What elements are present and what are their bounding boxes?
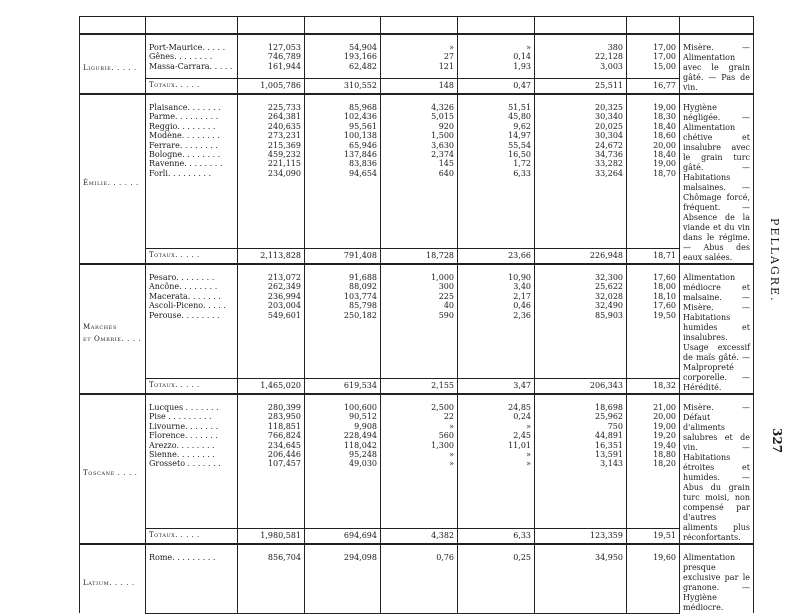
cell-line: 11,01	[508, 440, 531, 450]
total-row	[80, 249, 754, 265]
cell-line: 1,72	[513, 159, 531, 169]
cell-line: 118,851	[267, 421, 301, 431]
cell-line: Ferrare. . . . . . . .	[149, 140, 218, 150]
cell-line: 6,33	[513, 168, 531, 178]
region-row	[80, 43, 754, 79]
cell-line: 33,264	[595, 168, 623, 178]
cell-line: Ligurie. . . . .	[83, 64, 137, 72]
cell-line: »	[449, 459, 454, 469]
observations: Misère. — Défaut d'aliments salubres et de vin. — Habitations étroites et humides. — Abus du grain turc moisi, non compensé par d'autres aliments plus réconfortants.	[680, 403, 754, 544]
cell-line: 2,500	[431, 403, 454, 412]
cell-line: 20,00	[653, 140, 676, 150]
total-c4: 3,47	[458, 379, 535, 395]
cell-line: 250,182	[343, 310, 377, 320]
value-c1	[238, 273, 305, 379]
value-c1	[238, 103, 305, 249]
value-c3	[381, 273, 458, 379]
cell-line: Arezzo. . . . . . . .	[149, 440, 215, 450]
cell-line: 221,115	[267, 159, 301, 169]
cell-line: 34,736	[595, 150, 623, 160]
cell-line: 107,457	[267, 459, 301, 469]
cell-line: Bologne. . . . . . . .	[149, 150, 221, 160]
cell-line: 380	[607, 43, 623, 52]
cell-line: Massa-Carrara. . . . .	[149, 61, 233, 71]
cell-line: 746,789	[267, 52, 301, 62]
region-row	[80, 273, 754, 379]
value-c3	[381, 553, 458, 601]
total-c6: 18,71	[627, 249, 680, 265]
cell-line: 234,645	[267, 440, 301, 450]
total-c2: 791,408	[305, 249, 381, 265]
cell-line: 145	[438, 159, 454, 169]
cell-line: 206,446	[267, 450, 301, 460]
value-c4	[458, 273, 535, 379]
cell-line: 22,128	[595, 52, 623, 62]
cell-line: 19,20	[653, 431, 676, 441]
place-names	[146, 553, 238, 601]
total-c4: 6,33	[458, 529, 535, 545]
cell-line: 24,672	[595, 140, 623, 150]
cell-line: Ascoli-Piceno. . . . .	[149, 301, 226, 311]
cell-line: 51,51	[508, 103, 531, 112]
cell-line: 100,138	[343, 131, 377, 141]
cell-line: 18,20	[653, 459, 676, 469]
total-row	[80, 79, 754, 95]
cell-line: 17,00	[653, 52, 676, 62]
cell-line: 88,092	[349, 282, 377, 292]
cell-line: Marches	[83, 323, 118, 331]
cell-line: 18,30	[653, 112, 676, 122]
cell-line: 856,704	[267, 553, 301, 562]
cell-line: 32,300	[595, 273, 623, 282]
cell-line: 14,97	[508, 131, 531, 141]
cell-line: 240,635	[267, 121, 301, 131]
value-c3	[381, 43, 458, 79]
total-c2: 310,552	[305, 79, 381, 95]
value-c6	[627, 403, 680, 529]
cell-line: 18,70	[653, 168, 676, 178]
region-name	[80, 553, 146, 613]
total-c5: 226,948	[535, 249, 627, 265]
total-c5: 206,343	[535, 379, 627, 395]
cell-line: 85,798	[349, 301, 377, 311]
cell-line: 264,381	[267, 112, 301, 122]
region-row	[80, 553, 754, 601]
cell-line: 18,40	[653, 150, 676, 160]
cell-line: 9,908	[354, 421, 377, 431]
pellagra-table	[79, 16, 754, 614]
value-c4	[458, 553, 535, 601]
cell-line: 54,904	[349, 43, 377, 52]
cell-line: 33,282	[595, 159, 623, 169]
region-name	[80, 403, 146, 544]
value-c5	[535, 103, 627, 249]
cell-line: 3,003	[600, 61, 623, 71]
cell-line: 85,903	[595, 310, 623, 320]
cell-line: 750	[607, 421, 623, 431]
cell-line: 32,490	[595, 301, 623, 311]
header-row	[80, 17, 754, 35]
cell-line: Perouse. . . . . . . .	[149, 310, 220, 320]
cell-line: 27	[443, 52, 454, 62]
cell-line: 137,846	[343, 150, 377, 160]
cell-line: 640	[438, 168, 454, 178]
cell-line: 294,098	[343, 553, 377, 562]
cell-line: 10,90	[508, 273, 531, 282]
cell-line: Parme. . . . . . . . .	[149, 112, 219, 122]
value-c6	[627, 103, 680, 249]
value-c5	[535, 43, 627, 79]
total-c1: 1,005,786	[238, 79, 305, 95]
value-c3	[381, 103, 458, 249]
value-c2	[305, 103, 381, 249]
cell-line: 236,994	[267, 291, 301, 301]
cell-line: 234,090	[267, 168, 301, 178]
cell-line: Pesaro. . . . . . . .	[149, 273, 215, 282]
cell-line: 1,500	[431, 131, 454, 141]
total-row	[80, 379, 754, 395]
place-names	[146, 403, 238, 529]
total-c3: 2,155	[381, 379, 458, 395]
total-c5: 25,511	[535, 79, 627, 95]
cell-line: 18,10	[653, 291, 676, 301]
cell-line: 19,00	[653, 159, 676, 169]
cell-line: »	[526, 43, 531, 52]
cell-line: 49,030	[349, 459, 377, 469]
value-c1	[238, 43, 305, 79]
total-c2: 694,694	[305, 529, 381, 545]
observations: Hygiène négligée. — Alimentation chétive et insalubre avec le grain turc gâté. — Habitations malsaines. — Chômage forcé, fréquent. — Absence de la viande et du vin dans le régime. — Abus des eaux salées.	[680, 103, 754, 264]
place-names	[146, 273, 238, 379]
cell-line: Ancône. . . . . . . .	[149, 282, 218, 292]
cell-line: 1,300	[431, 440, 454, 450]
cell-line: 300	[438, 282, 454, 292]
cell-line: 18,40	[653, 121, 676, 131]
cell-line: 83,836	[349, 159, 377, 169]
cell-line: 262,349	[267, 282, 301, 292]
cell-line: 17,60	[653, 273, 676, 282]
value-c1	[238, 553, 305, 601]
region-row	[80, 403, 754, 529]
cell-line: 5,015	[431, 112, 454, 122]
cell-line: 17,60	[653, 301, 676, 311]
total-label: Totaux. . . . .	[146, 379, 238, 395]
cell-line: Gênes. . . . . . . .	[149, 52, 213, 62]
observations: Alimentation presque exclusive par le granone. — Hygiène médiocre.	[680, 553, 754, 613]
total-label: Totaux. . . . .	[146, 249, 238, 265]
cell-line: 30,304	[595, 131, 623, 141]
value-c2	[305, 553, 381, 601]
cell-line: 0,76	[436, 553, 454, 562]
value-c5	[535, 273, 627, 379]
cell-line: et Ombrie. . . .	[83, 335, 142, 343]
cell-line: Pise . . . . . . . . .	[149, 412, 212, 422]
value-c3	[381, 403, 458, 529]
cell-line: 766,824	[267, 431, 301, 441]
value-c5	[535, 403, 627, 529]
cell-line: 95,248	[349, 450, 377, 460]
spacer-row	[80, 544, 754, 553]
cell-line: 225	[438, 291, 454, 301]
total-c4: 0,47	[458, 79, 535, 95]
cell-line: 193,166	[343, 52, 377, 62]
cell-line: 20,325	[595, 103, 623, 112]
cell-line: Ravenne. . . . . . . .	[149, 159, 223, 169]
cell-line: 85,968	[349, 103, 377, 112]
cell-line: 228,494	[343, 431, 377, 441]
cell-line: 102,436	[343, 112, 377, 122]
cell-line: 16,50	[508, 150, 531, 160]
value-c4	[458, 103, 535, 249]
cell-line: 15,00	[653, 61, 676, 71]
value-c4	[458, 43, 535, 79]
spacer-row	[80, 394, 754, 403]
total-c2: 619,534	[305, 379, 381, 395]
place-names	[146, 103, 238, 249]
cell-line: 21,00	[653, 403, 676, 412]
cell-line: Forli. . . . . . . . .	[149, 168, 212, 178]
cell-line: 18,698	[595, 403, 623, 412]
total-c6: 16,77	[627, 79, 680, 95]
cell-line: 459,232	[267, 150, 301, 160]
cell-line: 280,399	[267, 403, 301, 412]
cell-line: 215,369	[267, 140, 301, 150]
cell-line: 3,630	[431, 140, 454, 150]
cell-line: 9,62	[513, 121, 531, 131]
cell-line: 32,028	[595, 291, 623, 301]
cell-line: 94,654	[349, 168, 377, 178]
cell-line: »	[526, 421, 531, 431]
value-c2	[305, 273, 381, 379]
total-c4: 23,66	[458, 249, 535, 265]
page-number: 327	[770, 428, 784, 454]
cell-line: 18,80	[653, 450, 676, 460]
cell-line: 3,143	[600, 459, 623, 469]
cell-line: 13,591	[595, 450, 623, 460]
region-name	[80, 43, 146, 94]
total-c3: 148	[381, 79, 458, 95]
cell-line: 17,00	[653, 43, 676, 52]
total-c1: 2,113,828	[238, 249, 305, 265]
cell-line: 44,891	[595, 431, 623, 441]
cell-line: 91,688	[349, 273, 377, 282]
value-c4	[458, 403, 535, 529]
cell-line: 16,351	[595, 440, 623, 450]
cell-line: 121	[438, 61, 454, 71]
region-name	[80, 103, 146, 264]
observations: Misère. — Alimentation avec le grain gâté. — Pas de vin.	[680, 43, 754, 94]
cell-line: 920	[438, 121, 454, 131]
cell-line: 1,000	[431, 273, 454, 282]
cell-line: Livourne. . . . . . .	[149, 421, 219, 431]
cell-line: 30,340	[595, 112, 623, 122]
value-c2	[305, 43, 381, 79]
cell-line: 95,561	[349, 121, 377, 131]
cell-line: 127,053	[267, 43, 301, 52]
cell-line: 20,00	[653, 412, 676, 422]
total-c6: 19,51	[627, 529, 680, 545]
place-names	[146, 43, 238, 79]
cell-line: 203,004	[267, 301, 301, 311]
cell-line: 590	[438, 310, 454, 320]
cell-line: 22	[443, 412, 454, 422]
cell-line: 25,962	[595, 412, 623, 422]
cell-line: 4,326	[431, 103, 454, 112]
cell-line: Port-Maurice. . . . .	[149, 43, 226, 52]
region-row	[80, 103, 754, 249]
cell-line: 103,774	[343, 291, 377, 301]
cell-line: Toscane . . . .	[83, 469, 138, 477]
cell-line: Modène. . . . . . . .	[149, 131, 220, 141]
cell-line: 2,45	[513, 431, 531, 441]
value-c6	[627, 553, 680, 601]
cell-line: 118,042	[343, 440, 377, 450]
cell-line: 19,00	[653, 421, 676, 431]
value-c6	[627, 273, 680, 379]
total-row	[80, 529, 754, 545]
cell-line: 560	[438, 431, 454, 441]
cell-line: 19,00	[653, 103, 676, 112]
cell-line: Reggio. . . . . . . .	[149, 121, 216, 131]
cell-line: »	[449, 421, 454, 431]
cell-line: 0,46	[513, 301, 531, 311]
cell-line: 90,512	[349, 412, 377, 422]
bottom-pad-row	[80, 601, 754, 614]
cell-line: 3,40	[513, 282, 531, 292]
cell-line: 283,950	[267, 412, 301, 422]
cell-line: 19,50	[653, 310, 676, 320]
cell-line: 2,36	[513, 310, 531, 320]
spacer-row	[80, 264, 754, 273]
total-c1: 1,465,020	[238, 379, 305, 395]
cell-line: 161,944	[267, 61, 301, 71]
cell-line: 20,025	[595, 121, 623, 131]
value-c5	[535, 553, 627, 601]
cell-line: 45,80	[508, 112, 531, 122]
cell-line: Macerata. . . . . . .	[149, 291, 221, 301]
cell-line: 273,231	[267, 131, 301, 141]
cell-line: 65,946	[349, 140, 377, 150]
cell-line: »	[449, 450, 454, 460]
total-c1: 1,980,581	[238, 529, 305, 545]
cell-line: 19,60	[653, 553, 676, 562]
cell-line: 549,601	[267, 310, 301, 320]
total-label: Totaux. . . . .	[146, 529, 238, 545]
total-c6: 18,32	[627, 379, 680, 395]
spacer-row	[80, 94, 754, 103]
total-label: Totaux. . . . .	[146, 79, 238, 95]
cell-line: Latium. . . . .	[83, 579, 135, 587]
cell-line: 0,14	[513, 52, 531, 62]
cell-line: 19,40	[653, 440, 676, 450]
cell-line: »	[526, 459, 531, 469]
cell-line: 18,60	[653, 131, 676, 141]
cell-line: 55,54	[508, 140, 531, 150]
observations: Alimentation médiocre et malsaine. — Misère. — Habitations humides et insalubres. Usage excessif de maïs gâté. — Malpropreté corporelle. — Hérédité.	[680, 273, 754, 394]
cell-line: 34,950	[595, 553, 623, 562]
value-c2	[305, 403, 381, 529]
cell-line: 25,622	[595, 282, 623, 292]
running-title: PELLAGRE.	[768, 218, 781, 303]
region-name	[80, 273, 146, 394]
value-c6	[627, 43, 680, 79]
cell-line: 1,93	[513, 61, 531, 71]
cell-line: 2,17	[513, 291, 531, 301]
cell-line: »	[449, 43, 454, 52]
cell-line: Florence. . . . . . .	[149, 431, 218, 441]
cell-line: 2,374	[431, 150, 454, 160]
cell-line: 62,482	[349, 61, 377, 71]
cell-line: 225,733	[267, 103, 301, 112]
cell-line: 24,85	[508, 403, 531, 412]
cell-line: Rome. . . . . . . . .	[149, 553, 216, 562]
cell-line: 18,00	[653, 282, 676, 292]
cell-line: Émilie. . . . . .	[83, 179, 139, 187]
value-c1	[238, 403, 305, 529]
cell-line: Grosseto . . . . . . .	[149, 459, 221, 469]
spacer-row	[80, 34, 754, 43]
cell-line: »	[526, 450, 531, 460]
cell-line: 0,25	[513, 553, 531, 562]
cell-line: Sienne. . . . . . . .	[149, 450, 215, 460]
cell-line: 40	[443, 301, 454, 311]
total-c5: 123,359	[535, 529, 627, 545]
cell-line: Lucques . . . . . . .	[149, 403, 219, 412]
cell-line: 100,600	[343, 403, 377, 412]
cell-line: 213,072	[267, 273, 301, 282]
cell-line: Plaisance. . . . . . .	[149, 103, 221, 112]
total-c3: 4,382	[381, 529, 458, 545]
cell-line: 0,24	[513, 412, 531, 422]
total-c3: 18,728	[381, 249, 458, 265]
